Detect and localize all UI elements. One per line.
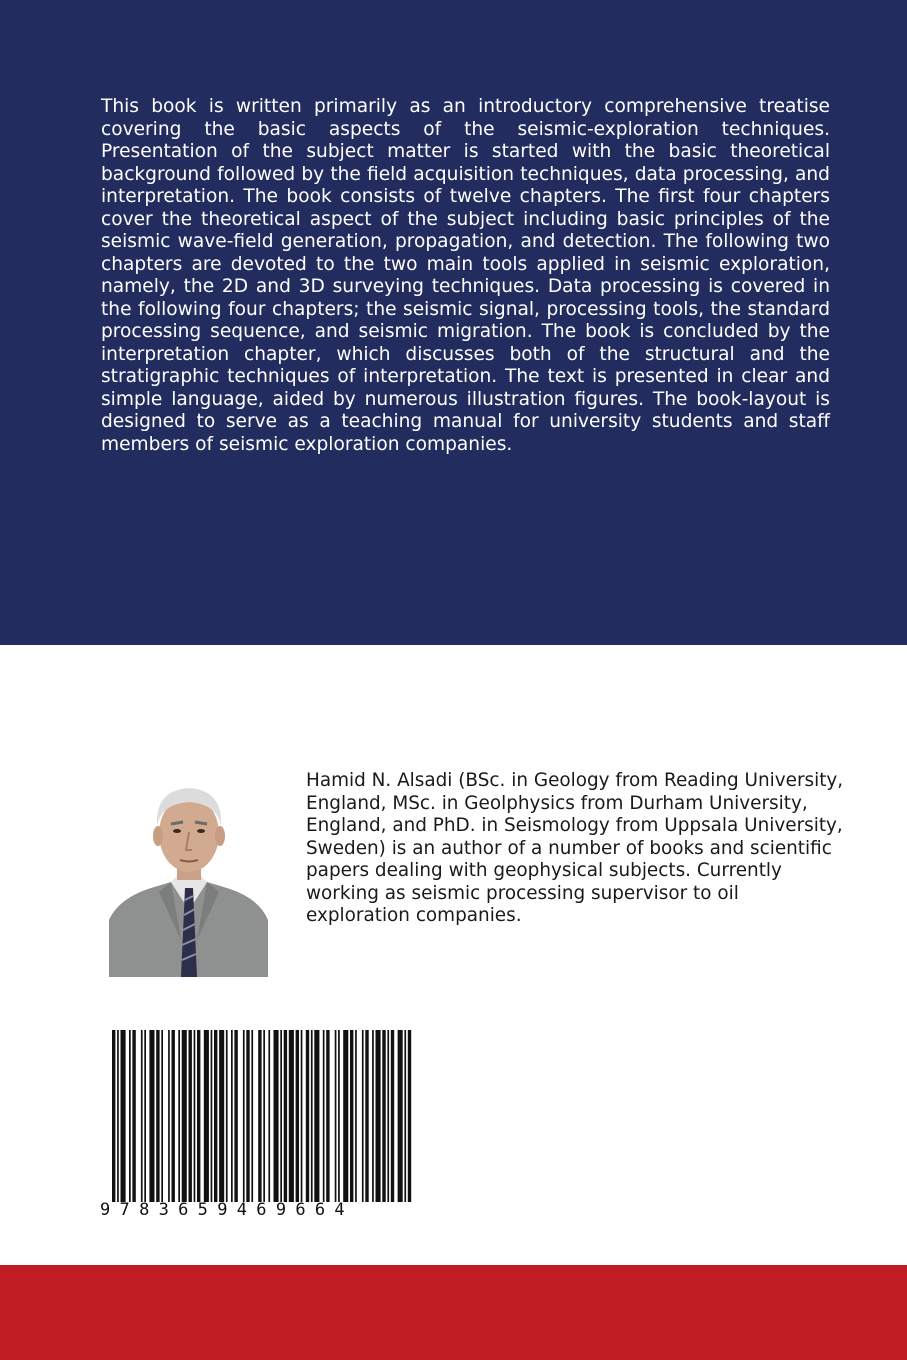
author-portrait — [109, 770, 268, 977]
author-bio: Hamid N. Alsadi (BSc. in Geology from Reading University, England, MSc. in Geolphysics from Durham University, England, and PhD. in Seismology from Uppsala University, Sweden) is an author of a number of books and scientific papers dealing with geophysical subjects. Currently working as seismic processing supervisor to oil exploration companies. — [306, 770, 844, 926]
isbn-barcode — [100, 1030, 420, 1225]
back-cover-top-panel — [0, 0, 907, 645]
isbn-number: 9783659469664 — [100, 1200, 354, 1220]
barcode-icon — [100, 1030, 420, 1202]
back-cover-bottom-band — [0, 1265, 907, 1360]
book-synopsis: This book is written primarily as an introductory comprehensive treatise covering the basic aspects of the seismic-exploration techniques. Presentation of the subject matter is started with the basic theoretical background followed by the field acquisition techniques, data processing, and interpretation. The book consists of twelve chapters. The first four chapters cover the theoretical aspect of the subject including basic principles of the seismic wave-field generation, propagation, and detection. The following two chapters are devoted to the two main tools applied in seismic exploration, namely, the 2D and 3D surveying techniques. Data processing is covered in the following four chapters; the seismic signal, processing tools, the standard processing sequence, and seismic migration. The book is concluded by the interpretation chapter, which discusses both of the structural and the stratigraphic techniques of interpretation. The text is presented in clear and simple language, aided by numerous illustration figures. The book-layout is designed to serve as a teaching manual for university students and staff members of seismic exploration companies. — [101, 96, 830, 455]
